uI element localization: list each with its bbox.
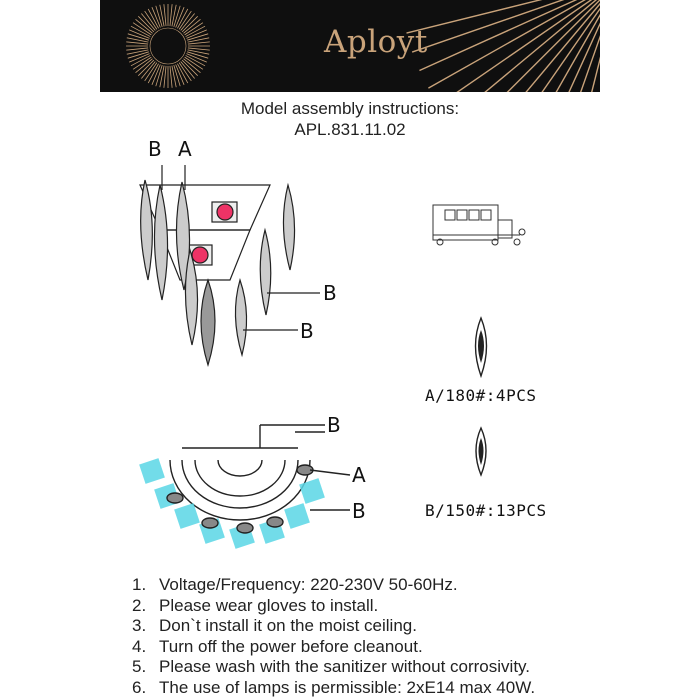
callout-a-top: A: [178, 137, 192, 161]
model-number: APL.831.11.02: [294, 120, 406, 139]
callout-b-low: B: [300, 319, 314, 343]
brand-banner: [100, 0, 600, 92]
callout-b-mid: B: [323, 281, 337, 305]
wiring-schematic: [433, 205, 525, 245]
part-a-label: A/180#:4PCS: [425, 386, 537, 405]
note-item: 5. Please wash with the sanitizer without corrosivity.: [132, 657, 531, 676]
callout-b-top: B: [148, 137, 162, 161]
note-item: 6. The use of lamps is permissible: 2xE14 max 40W.: [132, 677, 536, 697]
page-title: Model assembly instructions:: [240, 99, 460, 118]
brand-name: Aployt: [324, 24, 428, 60]
note-item: 3. Don`t install it on the moist ceiling.: [132, 616, 417, 635]
side-view-diagram: [140, 165, 320, 365]
callout-a-topview: A: [352, 463, 366, 487]
callout-b-topview-2: B: [352, 499, 366, 523]
crystal-pendant-b-icon: [476, 428, 486, 475]
note-item: 1. Voltage/Frequency: 220-230V 50-60Hz.: [132, 575, 458, 594]
note-item: 4. Turn off the power before cleanout.: [132, 636, 423, 656]
part-b-label: B/150#:13PCS: [425, 501, 547, 520]
assembly-diagram: [100, 130, 600, 560]
note-item: 2. Please wear gloves to install.: [132, 595, 379, 615]
crystal-pendant-a-icon: [476, 318, 487, 376]
top-view-diagram: [140, 425, 350, 548]
notes-list: [132, 575, 535, 698]
callout-b-topview-1: B: [327, 413, 341, 437]
